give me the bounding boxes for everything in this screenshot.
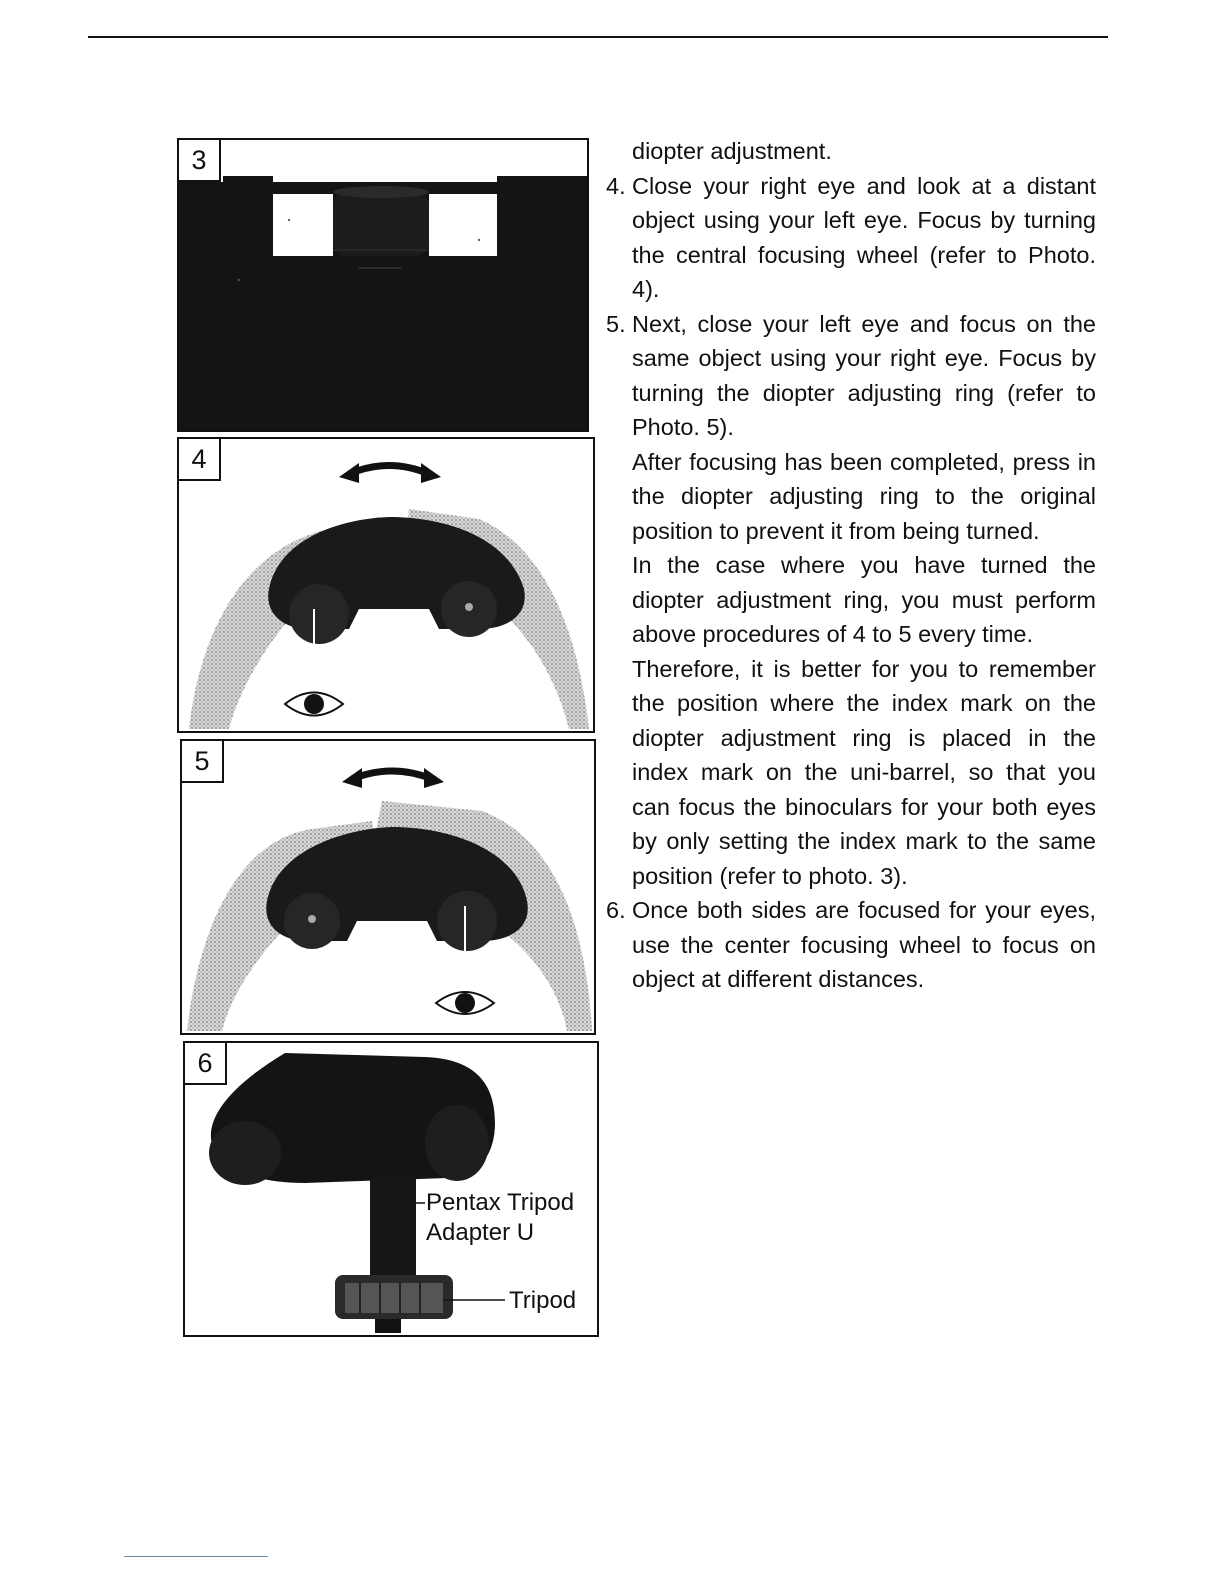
photo-5-number: 5 [182,741,224,783]
bottom-rule [124,1556,268,1557]
step-5 [606,307,1096,445]
paragraph-therefore: Therefore, it is better for you to remember the position where the index mark on the diopter adjustment ring is placed in the index mark on the uni-barrel, so that you can focus the binoculars for your both eyes by only setting the index mark to the same position (refer to photo. 3). [632,655,1096,889]
callout-tripod: Tripod [509,1287,577,1314]
photo-6-number: 6 [185,1043,227,1085]
step-4-text: Close your right eye and look at a distant object using your left eye. Focus by turning the central focusing wheel (refer to Photo. 4). [632,172,1096,302]
photo-5-frame [180,739,596,1035]
intro-line: diopter adjustment. [632,138,832,164]
photo-4-number: 4 [179,439,221,481]
step-4 [606,169,1096,307]
photo-4-frame [177,437,595,733]
paragraph-after-focusing: After focusing has been completed, press in the diopter adjusting ring to the original position to prevent it from being turned. [632,448,1096,544]
photo-4-hands-focus-wheel [179,439,595,733]
callout-tripod-adapter: Pentax Tripod Adapter U [426,1189,575,1246]
step-4-number: 4. [606,172,626,199]
paragraph-case: In the case where you have turned the diopter adjustment ring, you must perform above procedures of 4 to 5 every time. [632,552,1096,647]
photo-6-frame [183,1041,599,1337]
step-5-text: Next, close your left eye and focus on the same object using your right eye. Focus by turning the diopter adjusting ring (refer to Photo. 5). [632,310,1096,440]
step-6-number: 6. [606,897,626,923]
step-6 [606,893,1096,997]
photo-3-binocular-top-view [179,140,589,432]
top-rule [88,36,1108,38]
photo-5-hands-diopter-ring [182,741,596,1035]
instructions-text [606,134,1096,997]
step-6-text: Once both sides are focused for your eyes, use the center focusing wheel to focus on object at different distances. [632,897,1096,992]
step-5-number: 5. [606,310,626,337]
photo-3-frame [177,138,589,432]
photo-3-number: 3 [179,140,221,182]
